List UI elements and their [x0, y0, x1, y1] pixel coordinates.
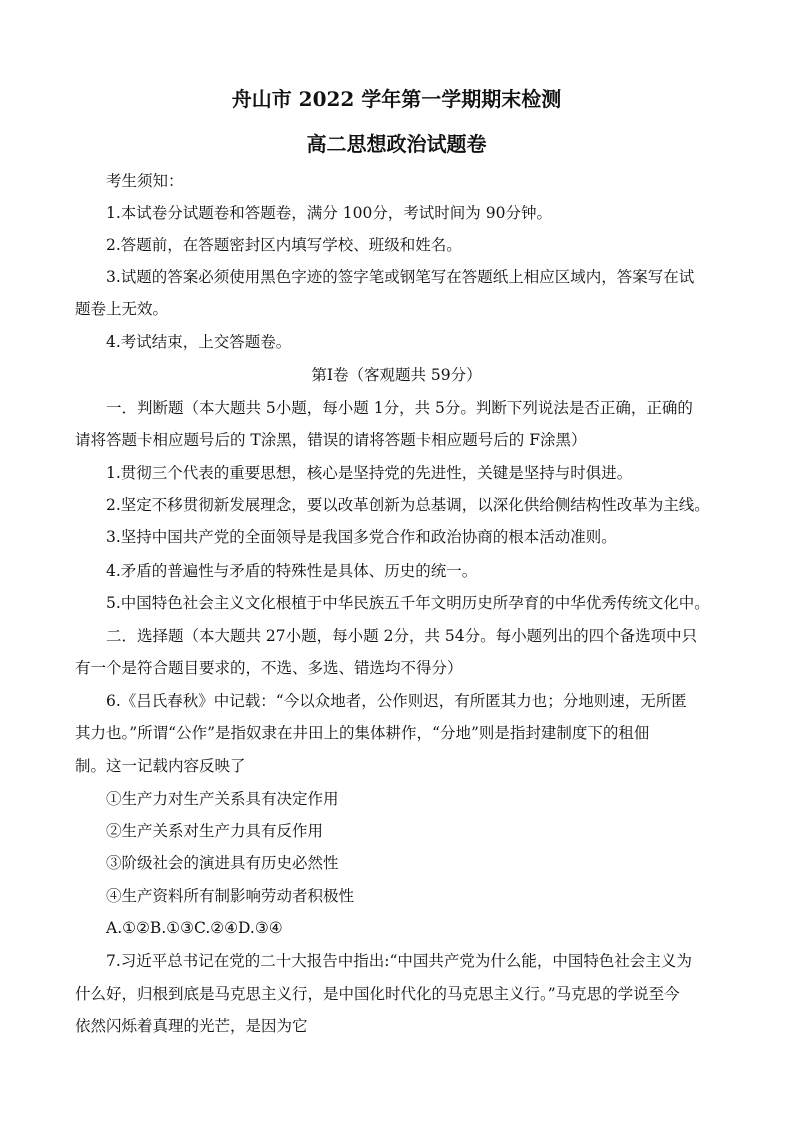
question-3: 3.坚持中国共产党的全面领导是我国多党合作和政治协商的根本活动准则。 [106, 528, 617, 546]
question-6-option-1: ①生产力对生产关系具有决定作用 [106, 790, 339, 808]
question-4: 4.矛盾的普遍性与矛盾的特殊性是具体、历史的统一。 [106, 562, 478, 580]
question-7-line-3: 依然闪烁着真理的光芒，是因为它 [75, 1017, 308, 1035]
question-6-line-2: 其力也。”所谓“公作”是指奴隶在井田上的集体耕作，“分地”则是指封建制度下的租佃 [75, 724, 650, 742]
question-6-option-3: ③阶级社会的演进具有历史必然性 [106, 854, 339, 872]
question-6-choices: A.①②B.①③C.②④D.③④ [106, 919, 283, 937]
question-2: 2.坚定不移贯彻新发展理念，要以改革创新为总基调，以深化供给侧结构性改革为主线。 [106, 496, 710, 514]
notice-heading: 考生须知： [106, 172, 184, 190]
question-7-line-1: 7.习近平总书记在党的二十大报告中指出:“中国共产党为什么能，中国特色社会主义为 [106, 952, 692, 970]
section-1-instruction-line-2: 请将答题卡相应题号后的 T涂黑，错误的请将答题卡相应题号后的 F涂黑） [75, 431, 587, 449]
section-2-instruction-line-1: 二．选择题（本大题共 27小题，每小题 2分，共 54分。每小题列出的四个备选项中只 [106, 627, 698, 645]
question-6-option-4: ④生产资料所有制影响劳动者积极性 [106, 887, 355, 905]
question-6-option-2: ②生产关系对生产力具有反作用 [106, 822, 324, 840]
notice-item-4: 4.考试结束，上交答题卷。 [106, 333, 292, 351]
section-2-instruction-line-2: 有一个是符合题目要求的，不选、多选、错选均不得分） [75, 659, 463, 677]
question-6-line-3: 制。这一记载内容反映了 [75, 757, 246, 775]
notice-item-3-line-1: 3.试题的答案必须使用黑色字迹的签字笔或钢笔写在答题纸上相应区域内，答案写在试 [106, 268, 695, 286]
question-7-line-2: 什么好，归根到底是马克思主义行，是中国化时代化的马克思主义行。”马克思的学说至今 [75, 985, 680, 1003]
question-6-line-1: 6.《吕氏春秋》中记载：“今以众地者，公作则迟，有所匿其力也；分地则速，无所匿 [106, 692, 687, 710]
section-1-instruction-line-1: 一．判断题（本大题共 5小题，每小题 1分，共 5分。判断下列说法是否正确，正确的 [106, 399, 693, 417]
notice-item-2: 2.答题前，在答题密封区内填写学校、班级和姓名。 [106, 236, 462, 254]
question-1: 1.贯彻三个代表的重要思想，核心是坚持党的先进性，关键是坚持与时俱进。 [106, 464, 633, 482]
exam-subtitle: 高二思想政治试题卷 [306, 132, 487, 156]
part-1-heading: 第Ⅰ卷（客观题共 59分） [311, 366, 482, 384]
notice-item-1: 1.本试卷分试题卷和答题卷，满分 100分，考试时间为 90分钟。 [106, 204, 552, 222]
question-5: 5.中国特色社会主义文化根植于中华民族五千年文明历史所孕育的中华优秀传统文化中。 [106, 594, 710, 612]
exam-title: 舟山市 2022 学年第一学期期末检测 [231, 87, 562, 111]
notice-item-3-line-2: 题卷上无效。 [75, 300, 169, 318]
